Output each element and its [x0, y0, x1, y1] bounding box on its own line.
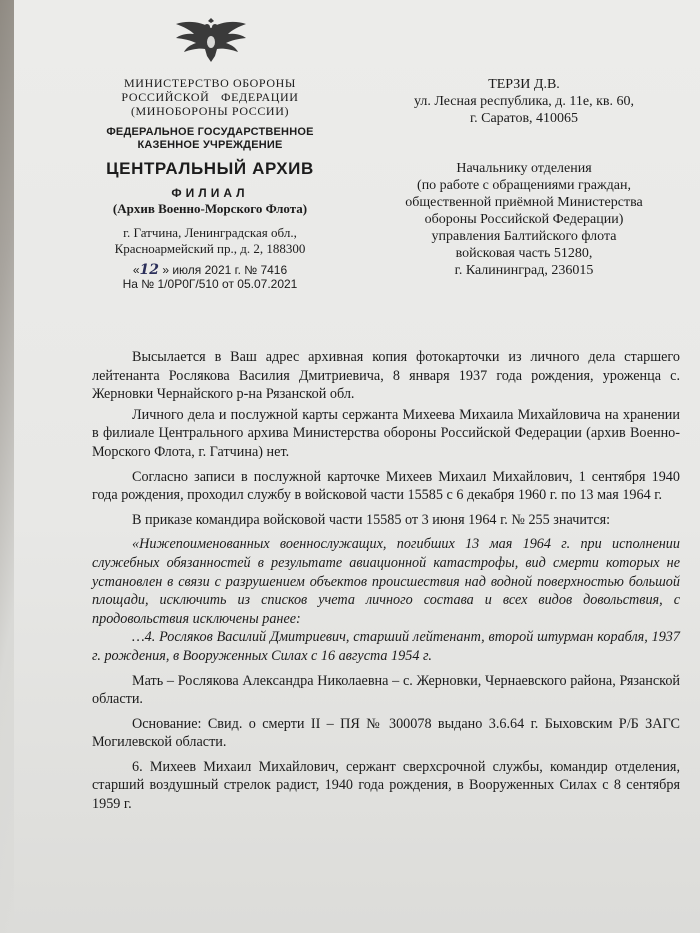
- branch-name: (Архив Военно-Морского Флота): [112, 201, 308, 216]
- ministry-name: МИНИСТЕРСТВО ОБОРОНЫ РОССИЙСКОЙ ФЕДЕРАЦИИ (МИНОБОРОНЫ РОССИИ): [121, 76, 299, 118]
- body-paragraph: Согласно записи в послужной карточке Михеев Михаил Михайлович, 1 сентября 1940 года рождения, проходил службу в войсковой части 15585 с 6 декабря 1960 г. по 13 мая 1964 г.: [92, 468, 680, 504]
- institution-type: ФЕДЕРАЛЬНОЕ ГОСУДАРСТВЕННОЕ КАЗЕННОЕ УЧРЕЖДЕНИЕ: [106, 126, 314, 151]
- outgoing-reference: [84, 263, 336, 291]
- recipient-block: [376, 76, 672, 279]
- recipient-address-line: г. Саратов, 410065: [469, 111, 579, 126]
- letter-page: [14, 0, 700, 933]
- order-quote: «Нижепоименованных военнослужащих, погибших 13 мая 1964 г. при исполнении служебных обязанностей в результате авиационной катастрофы, вид смерти которых не установлен в связи с разрушением объектов происшествия над водной поверхностью большой площади, исключить из списков учета личного состава и всех видов довольствия, с продовольствия исключены ранее:: [92, 536, 680, 627]
- body-paragraph: В приказе командира войсковой части 15585 от 3 июня 1964 г. № 255 значится:: [132, 511, 611, 528]
- handwritten-day: 12: [139, 262, 160, 278]
- order-entry: …4. Росляков Василий Дмитриевич, старший лейтенант, второй штурман корабля, 1937 г. рождения, в Вооруженных Силах с 16 августа 1954 г.: [92, 629, 680, 664]
- incoming-reference: На № 1/0Р0Г/510 от 05.07.2021: [122, 277, 298, 291]
- sender-block: [84, 76, 336, 291]
- body-paragraph: Основание: Свид. о смерти II – ПЯ № 300078 выдано 3.6.64 г. Быховским Р/Б ЗАГС Могилевской области.: [92, 715, 680, 751]
- body-paragraph: Мать – Рослякова Александра Николаевна – с. Жерновки, Чернаевского района, Рязанской области.: [92, 672, 680, 708]
- sender-address: г. Гатчина, Ленинградская обл., Красноармейский пр., д. 2, 188300: [114, 225, 306, 256]
- recipient-address-line: ул. Лесная республика, д. 11е, кв. 60,: [413, 94, 635, 109]
- body-paragraph: Высылается в Ваш адрес архивная копия фотокарточки из личного дела старшего лейтенанта Рослякова Василия Дмитриевича, 8 января 1937 года рождения, уроженца с. Жерновки Чернайского р-на Рязанской обл.: [92, 349, 680, 403]
- letter-date: «12 » июля 2021 г. № 7416: [132, 262, 288, 278]
- branch-label: ФИЛИАЛ: [171, 186, 249, 200]
- order-entry: 6. Михеев Михаил Михайлович, сержант сверхсрочной службы, командир отделения, старший воздушный стрелок радист, 1940 года рождения, в Вооруженных Силах с 8 сентября 1959 г.: [92, 758, 680, 813]
- recipient-name: ТЕРЗИ Д.В.: [488, 77, 560, 92]
- double-headed-eagle-emblem-icon: [174, 18, 248, 66]
- copy-recipient: Начальнику отделения (по работе с обращениями граждан, общественной приёмной Министерства обороны Российской Федерации) управления Балтийского флота войсковая часть 51280, г. Калининград, 236015: [405, 161, 643, 278]
- body-paragraph: Личного дела и послужной карты сержанта Михеева Михаила Михайловича на хранении в филиале Центрального архива Министерства обороны Российской Федерации (архив Военно-Морского Флота, г. Гатчина) нет.: [92, 406, 680, 460]
- archive-name: ЦЕНТРАЛЬНЫЙ АРХИВ: [106, 159, 314, 178]
- letter-body: [92, 348, 680, 814]
